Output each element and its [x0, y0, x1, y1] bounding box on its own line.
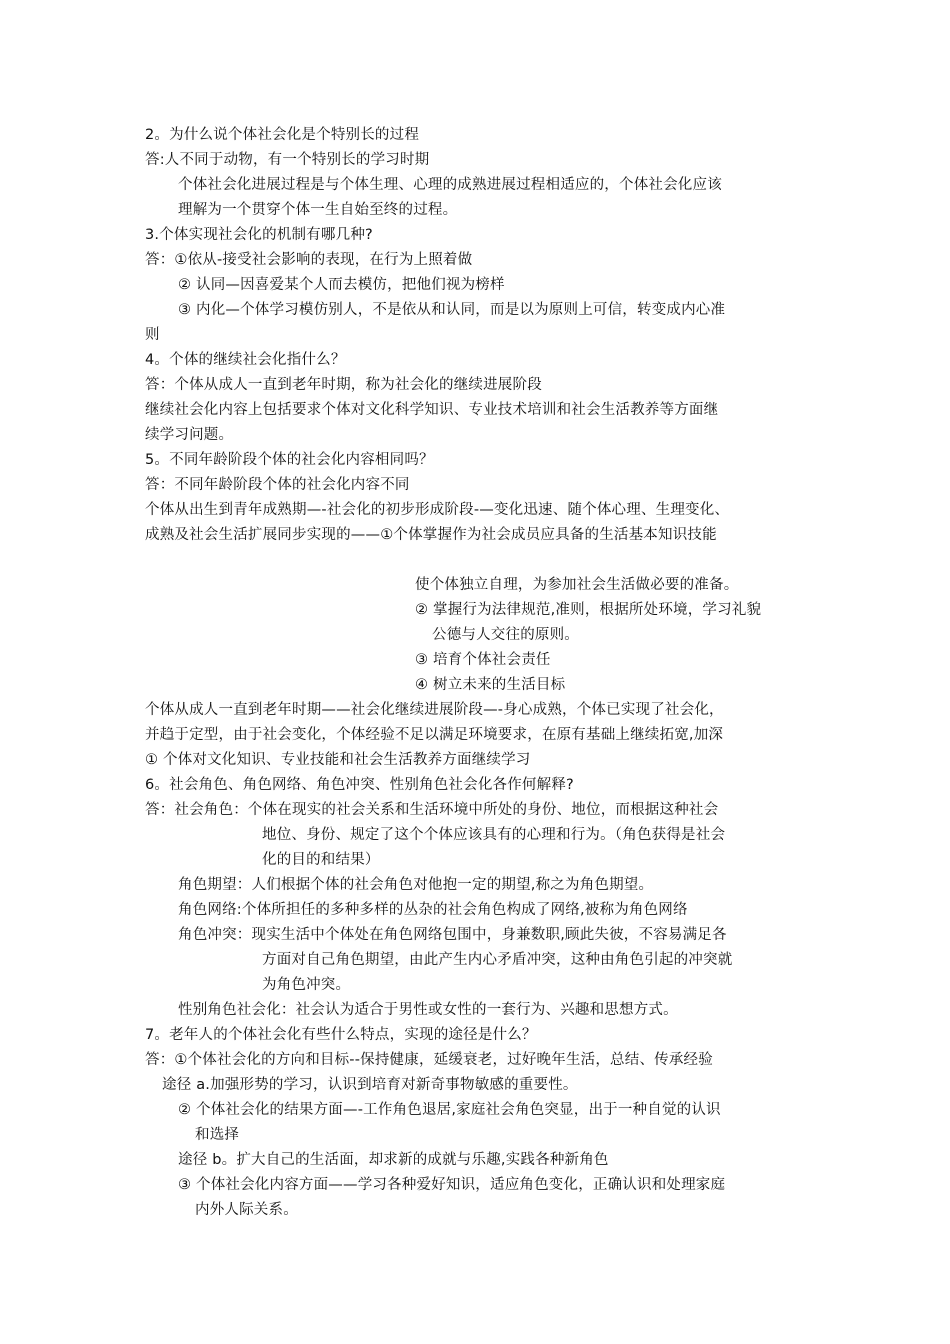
answer-7-path-b: 途径 b。扩大自己的生活面，却求新的成就与乐趣,实践各种新角色: [178, 1152, 609, 1168]
answer-6-gender-role: 性别角色社会化：社会认为适合于男性或女性的一套行为、兴趣和思想方式。: [178, 1002, 678, 1018]
answer-3-line-3: ③ 内化—个体学习模仿别人，不是依从和认同，而是以为原则上可信，转变成内心准: [178, 302, 726, 318]
answer-2-line-1: 答:人不同于动物，有一个特别长的学习时期: [145, 152, 430, 168]
answer-2-line-2: 个体社会化进展过程是与个体生理、心理的成熟进展过程相适应的，个体社会化应该: [178, 177, 722, 193]
answer-7-item-2-cont: 和选择: [195, 1127, 240, 1143]
question-7: 7。老年人的个体社会化有些什么特点，实现的途径是什么？: [145, 1027, 537, 1043]
answer-5-item-4: ④ 树立未来的生活目标: [415, 677, 566, 693]
answer-5-line-1: 答：不同年龄阶段个体的社会化内容不同: [145, 477, 410, 493]
question-4: 4。个体的继续社会化指什么？: [145, 352, 346, 368]
answer-6-role-expectation: 角色期望：人们根据个体的社会角色对他抱一定的期望,称之为角色期望。: [178, 877, 654, 893]
answer-5-item-2-cont: 公德与人交往的原则。: [432, 627, 579, 643]
answer-4-line-3: 续学习问题。: [145, 427, 234, 443]
answer-7-line-1: 答：①个体社会化的方向和目标--保持健康，延缓衰老，过好晚年生活，总结、传承经验: [145, 1052, 713, 1068]
question-6: 6。社会角色、角色网络、角色冲突、性别角色社会化各作何解释?: [145, 777, 574, 793]
answer-5-item-2: ② 掌握行为法律规范,准则，根据所处环境，学习礼貌: [415, 602, 762, 618]
answer-2-line-3: 理解为一个贯穿个体一生自始至终的过程。: [178, 202, 458, 218]
answer-5-line-5: 并趋于定型，由于社会变化，个体经验不足以满足环境要求，在原有基础上继续拓宽,加深: [145, 727, 724, 743]
answer-7-path-a: 途径 a.加强形势的学习，认识到培育对新奇事物敏感的重要性。: [162, 1077, 578, 1093]
answer-7-item-3: ③ 个体社会化内容方面——学习各种爱好知识，适应角色变化，正确认识和处理家庭: [178, 1177, 726, 1193]
answer-6-social-role: 答：社会角色：个体在现实的社会关系和生活环境中所处的身份、地位，而根据这种社会: [145, 802, 719, 818]
answer-5-line-6: ① 个体对文化知识、专业技能和社会生活教养方面继续学习: [145, 752, 531, 768]
answer-5-item-3: ③ 培育个体社会责任: [415, 652, 551, 668]
answer-6-social-role-cont-2: 化的目的和结果）: [262, 852, 380, 868]
answer-5-item-1-cont: 使个体独立自理，为参加社会生活做必要的准备。: [415, 577, 739, 593]
answer-6-role-conflict-cont-1: 方面对自己角色期望，由此产生内心矛盾冲突，这种由角色引起的冲突就: [262, 952, 733, 968]
answer-6-role-conflict: 角色冲突：现实生活中个体处在角色网络包围中，身兼数职,顾此失彼，不容易满足各: [178, 927, 727, 943]
answer-6-role-network: 角色网络:个体所担任的多种多样的丛杂的社会角色构成了网络,被称为角色网络: [178, 902, 688, 918]
answer-5-line-3: 成熟及社会生活扩展同步实现的——①个体掌握作为社会成员应具备的生活基本知识技能: [145, 527, 717, 543]
answer-6-social-role-cont-1: 地位、身份、规定了这个个体应该具有的心理和行为。（角色获得是社会: [262, 827, 726, 843]
question-5: 5。不同年龄阶段个体的社会化内容相同吗？: [145, 452, 434, 468]
answer-4-line-1: 答：个体从成人一直到老年时期，称为社会化的继续进展阶段: [145, 377, 542, 393]
answer-7-item-3-cont: 内外人际关系。: [195, 1202, 298, 1218]
answer-5-line-4: 个体从成人一直到老年时期——社会化继续进展阶段—-身心成熟，个体已实现了社会化，: [145, 702, 724, 718]
answer-3-line-4: 则: [145, 327, 160, 343]
question-3: 3.个体实现社会化的机制有哪几种?: [145, 227, 373, 243]
answer-3-line-2: ② 认同—因喜爱某个人而去模仿，把他们视为榜样: [178, 277, 505, 293]
answer-3-line-1: 答：①依从-接受社会影响的表现，在行为上照着做: [145, 252, 473, 268]
answer-7-item-2: ② 个体社会化的结果方面—-工作角色退居,家庭社会角色突显，出于一种自觉的认识: [178, 1102, 721, 1118]
question-2: 2。为什么说个体社会化是个特别长的过程: [145, 127, 420, 143]
answer-6-role-conflict-cont-2: 为角色冲突。: [262, 977, 351, 993]
answer-4-line-2: 继续社会化内容上包括要求个体对文化科学知识、专业技术培训和社会生活教养等方面继: [145, 402, 719, 418]
answer-5-line-2: 个体从出生到青年成熟期—-社会化的初步形成阶段-—变化迅速、随个体心理、生理变化、: [145, 502, 730, 518]
